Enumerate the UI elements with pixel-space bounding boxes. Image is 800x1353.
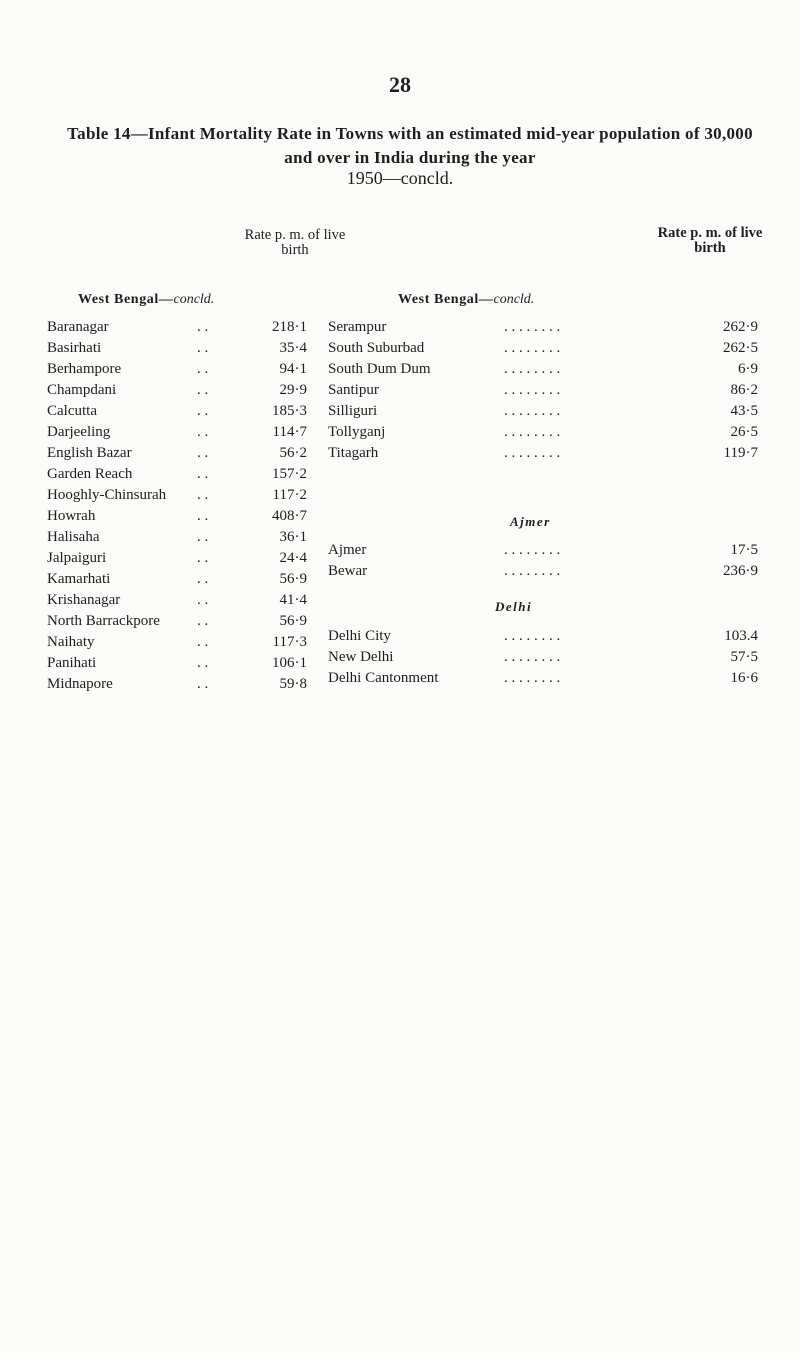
table-row bbox=[47, 423, 307, 441]
town-name: Delhi City bbox=[328, 628, 391, 644]
rate-value: 6·9 bbox=[738, 361, 758, 377]
town-name: English Bazar bbox=[47, 445, 132, 461]
table-row bbox=[47, 339, 307, 357]
town-name: Ajmer bbox=[328, 542, 367, 558]
leader-dots: . . . . . . . . bbox=[504, 361, 561, 377]
rate-value: 36·1 bbox=[279, 529, 307, 545]
leader-dots: . . bbox=[197, 571, 209, 587]
table-row bbox=[47, 633, 307, 651]
town-name: Garden Reach bbox=[47, 466, 133, 482]
rate-value: 117·2 bbox=[272, 487, 307, 503]
column-header-left: Rate p. m. of live birth bbox=[244, 227, 346, 258]
table-row bbox=[47, 381, 307, 399]
section-heading-right-text: West Bengal— bbox=[398, 292, 494, 307]
table-row bbox=[47, 507, 307, 525]
table-row bbox=[328, 402, 758, 420]
table-title: Table 14—Infant Mortality Rate in Towns with an estimated mid-year population of 30,000 and over in India during the year bbox=[67, 124, 753, 167]
leader-dots: . . bbox=[197, 445, 209, 461]
rate-value: 56·2 bbox=[279, 445, 307, 461]
town-name: Jalpaiguri bbox=[47, 550, 107, 566]
section-heading-left-text: West Bengal— bbox=[78, 292, 174, 307]
table-row bbox=[328, 444, 758, 462]
table-row bbox=[328, 318, 758, 336]
leader-dots: . . bbox=[197, 508, 209, 524]
town-name: Tollyganj bbox=[328, 424, 386, 440]
rate-value: 408·7 bbox=[272, 508, 307, 524]
leader-dots: . . . . . . . . bbox=[504, 542, 561, 558]
section-heading-left bbox=[78, 292, 214, 308]
leader-dots: . . bbox=[197, 634, 209, 650]
leader-dots: . . bbox=[197, 613, 209, 629]
leader-dots: . . bbox=[197, 655, 209, 671]
leader-dots: . . bbox=[197, 676, 209, 692]
rate-value: 41·4 bbox=[279, 592, 307, 608]
town-name: Krishanagar bbox=[47, 592, 121, 608]
rate-value: 94·1 bbox=[279, 361, 307, 377]
table-row bbox=[328, 627, 758, 645]
town-name: Naihaty bbox=[47, 634, 95, 650]
town-name: South Suburbad bbox=[328, 340, 425, 356]
table-row bbox=[47, 612, 307, 630]
table-row bbox=[328, 339, 758, 357]
town-name: Howrah bbox=[47, 508, 96, 524]
town-name: Silliguri bbox=[328, 403, 378, 419]
town-name: Serampur bbox=[328, 319, 387, 335]
delhi-heading: Delhi bbox=[495, 599, 533, 614]
town-name: Titagarh bbox=[328, 445, 379, 461]
table-subtitle: 1950—concld. bbox=[346, 168, 454, 188]
rate-value: 119·7 bbox=[723, 445, 758, 461]
rate-value: 35·4 bbox=[279, 340, 307, 356]
table-row bbox=[47, 591, 307, 609]
leader-dots: . . . . . . . . bbox=[504, 403, 561, 419]
table-row bbox=[47, 402, 307, 420]
table-row bbox=[47, 675, 307, 693]
rate-value: 106·1 bbox=[272, 655, 307, 671]
table-row bbox=[328, 381, 758, 399]
table-row bbox=[47, 486, 307, 504]
section-heading-right-cont: concld. bbox=[493, 292, 535, 307]
table-row bbox=[47, 528, 307, 546]
rate-value: 157·2 bbox=[272, 466, 307, 482]
town-name: Basirhati bbox=[47, 340, 102, 356]
leader-dots: . . bbox=[197, 487, 209, 503]
table-row bbox=[328, 423, 758, 441]
table-row bbox=[47, 360, 307, 378]
rate-value: 56·9 bbox=[279, 613, 307, 629]
leader-dots: . . bbox=[197, 403, 209, 419]
town-name: North Barrackpore bbox=[47, 613, 160, 629]
town-name: Delhi Cantonment bbox=[328, 670, 439, 686]
rate-value: 86·2 bbox=[730, 382, 758, 398]
table-row bbox=[47, 444, 307, 462]
rate-value: 117·3 bbox=[272, 634, 307, 650]
rate-value: 59·8 bbox=[279, 676, 307, 692]
ajmer-heading: Ajmer bbox=[510, 514, 551, 529]
rate-value: 218·1 bbox=[272, 319, 307, 335]
leader-dots: . . bbox=[197, 592, 209, 608]
rate-value: 57·5 bbox=[730, 649, 758, 665]
leader-dots: . . bbox=[197, 319, 209, 335]
town-name: Champdani bbox=[47, 382, 117, 398]
table-row bbox=[328, 562, 758, 580]
leader-dots: . . bbox=[197, 529, 209, 545]
town-name: Calcutta bbox=[47, 403, 97, 419]
town-name: Bewar bbox=[328, 563, 368, 579]
town-name: Kamarhati bbox=[47, 571, 111, 587]
rate-value: 24·4 bbox=[279, 550, 307, 566]
table-row bbox=[328, 648, 758, 666]
page-number: 28 bbox=[389, 72, 411, 97]
leader-dots: . . . . . . . . bbox=[504, 424, 561, 440]
town-name: New Delhi bbox=[328, 649, 394, 665]
town-name: Darjeeling bbox=[47, 424, 111, 440]
section-heading-right bbox=[398, 292, 534, 308]
rate-value: 16·6 bbox=[730, 670, 758, 686]
rate-value: 185·3 bbox=[272, 403, 307, 419]
rate-value: 114·7 bbox=[272, 424, 307, 440]
rate-value: 236·9 bbox=[723, 563, 758, 579]
leader-dots: . . . . . . . . bbox=[504, 445, 561, 461]
rate-value: 262·9 bbox=[723, 319, 758, 335]
table-row bbox=[328, 541, 758, 559]
leader-dots: . . bbox=[197, 424, 209, 440]
leader-dots: . . . . . . . . bbox=[504, 382, 561, 398]
town-name: Santipur bbox=[328, 382, 379, 398]
table-row bbox=[47, 465, 307, 483]
rate-value: 17·5 bbox=[730, 542, 758, 558]
leader-dots: . . bbox=[197, 550, 209, 566]
town-name: Berhampore bbox=[47, 361, 122, 377]
rate-value: 262·5 bbox=[723, 340, 758, 356]
table-row bbox=[328, 669, 758, 687]
leader-dots: . . . . . . . . bbox=[504, 649, 561, 665]
table-row bbox=[328, 360, 758, 378]
leader-dots: . . . . . . . . bbox=[504, 670, 561, 686]
table-row bbox=[47, 318, 307, 336]
rate-value: 26·5 bbox=[730, 424, 758, 440]
table-row bbox=[47, 549, 307, 567]
town-name: Halisaha bbox=[47, 529, 100, 545]
leader-dots: . . bbox=[197, 361, 209, 377]
section-heading-left-cont: concld. bbox=[173, 292, 215, 307]
leader-dots: . . . . . . . . bbox=[504, 563, 561, 579]
column-header-right: Rate p. m. of live birth bbox=[657, 225, 763, 256]
rate-value: 29·9 bbox=[279, 382, 307, 398]
town-name: Baranagar bbox=[47, 319, 109, 335]
town-name: South Dum Dum bbox=[328, 361, 431, 377]
table-row bbox=[47, 570, 307, 588]
leader-dots: . . . . . . . . bbox=[504, 340, 561, 356]
leader-dots: . . . . . . . . bbox=[504, 319, 561, 335]
rate-value: 43·5 bbox=[730, 403, 758, 419]
leader-dots: . . bbox=[197, 340, 209, 356]
town-name: Hooghly-Chinsurah bbox=[47, 487, 167, 503]
leader-dots: . . . . . . . . bbox=[504, 628, 561, 644]
table-row bbox=[47, 654, 307, 672]
rate-value: 56·9 bbox=[279, 571, 307, 587]
leader-dots: . . bbox=[197, 382, 209, 398]
town-name: Panihati bbox=[47, 655, 97, 671]
rate-value: 103.4 bbox=[724, 628, 758, 644]
town-name: Midnapore bbox=[47, 676, 113, 692]
leader-dots: . . bbox=[197, 466, 209, 482]
